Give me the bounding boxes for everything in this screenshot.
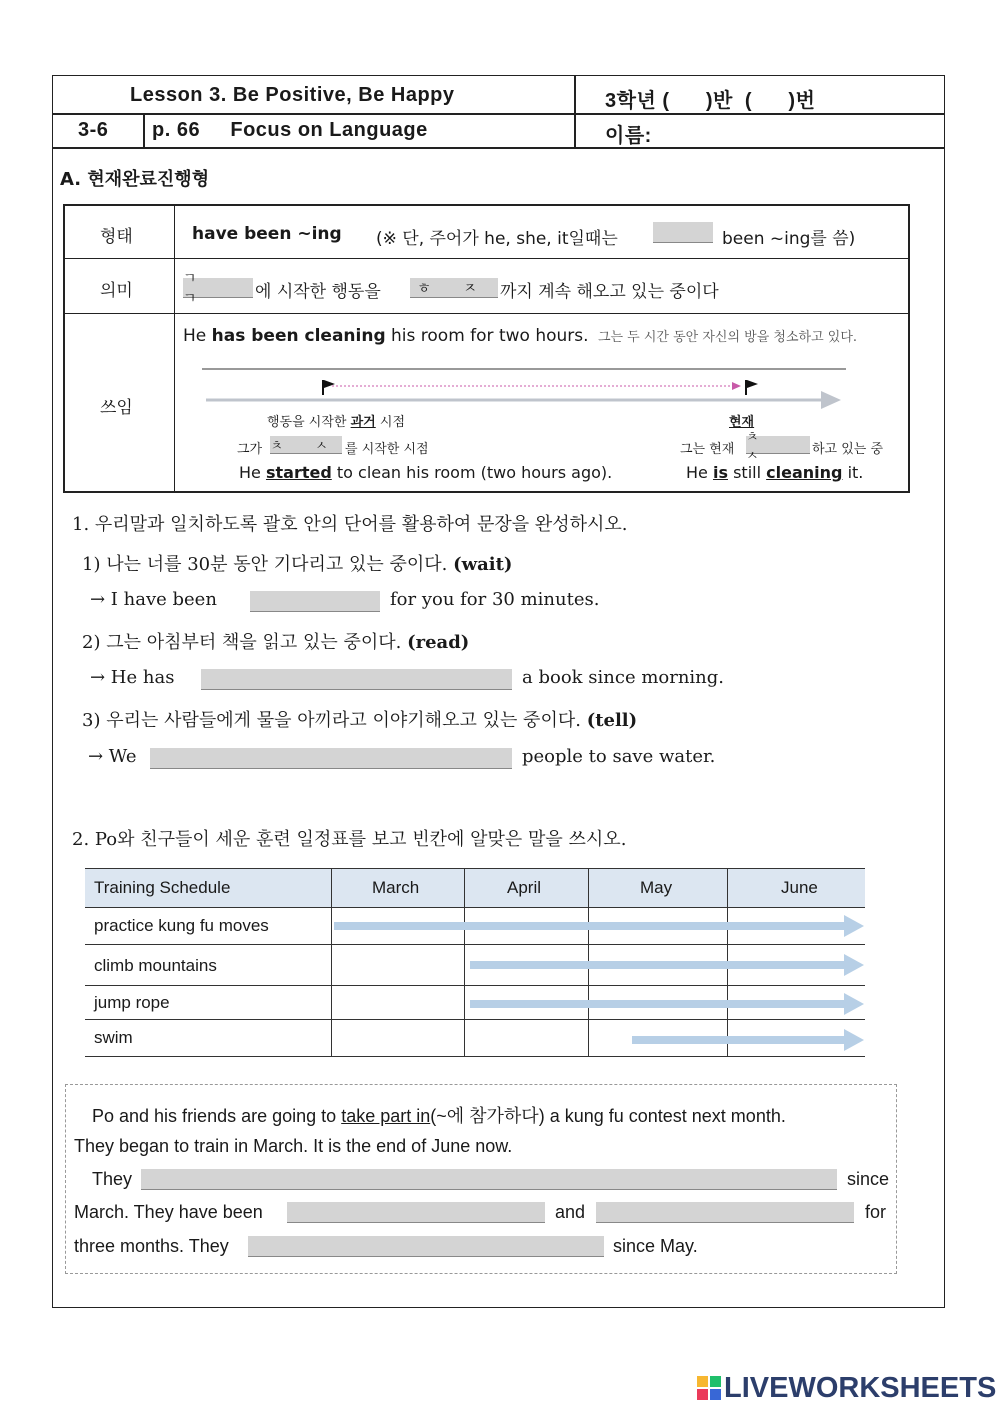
usage-sent-korean: 그는 두 시간 동안 자신의 방을 청소하고 있다. — [597, 330, 858, 345]
page-focus: p. 66 Focus on Language — [152, 119, 428, 141]
schedule-bar-jump — [470, 1000, 844, 1008]
passage-l4-pre: March. They have been — [74, 1202, 263, 1222]
passage-blank-3[interactable] — [596, 1202, 854, 1223]
passage-l1-underline: take part in — [341, 1106, 431, 1126]
passage-l3-post: since — [847, 1169, 890, 1189]
q1-item3-pre: → We — [88, 746, 137, 767]
schedule-line — [85, 985, 865, 986]
passage-l5-post: since May. — [613, 1236, 698, 1256]
past-eng-post: to clean his room (two hours ago). — [336, 463, 613, 482]
usage-sentence — [183, 326, 857, 346]
q1-item2-hint: (read) — [407, 632, 470, 653]
present-label: 현재 — [729, 415, 755, 430]
passage-blank-2[interactable] — [287, 1202, 545, 1223]
q1-item1-blank[interactable] — [250, 591, 380, 612]
section-a-title: A. 현재완료진행형 — [60, 169, 210, 190]
passage-l4-post: for — [865, 1202, 887, 1222]
present-flag-icon — [746, 380, 758, 395]
q1-title: 1. 우리말과 일치하도록 괄호 안의 단어를 활용하여 문장을 완성하시오. — [72, 514, 628, 535]
meaning-post: 까지 계속 해오고 있는 중이다 — [500, 282, 719, 302]
past-eng-pre: He — [239, 463, 261, 482]
present-eng-post: it. — [847, 463, 864, 482]
passage-line1 — [92, 1102, 786, 1128]
grammar-row-line — [63, 258, 910, 259]
passage-blank-4[interactable] — [248, 1236, 604, 1257]
schedule-col — [464, 868, 465, 1056]
schedule-activity-climb: climb mountains — [94, 956, 217, 975]
schedule-line — [85, 868, 865, 869]
q1-item2-korean — [82, 628, 469, 654]
usage-sent-bold: has been cleaning — [211, 326, 386, 346]
q1-item2-pre: → He has — [90, 667, 175, 688]
passage-l4-mid: and — [555, 1202, 586, 1222]
grammar-row-line — [63, 313, 910, 314]
name-field[interactable] — [655, 118, 935, 144]
timeline-diagram — [196, 355, 856, 415]
usage-label: 쓰임 — [100, 398, 133, 418]
past-label-key: 과거 — [350, 415, 376, 430]
header-divider — [52, 113, 945, 115]
meaning-blank-present[interactable]: ㅎ ㅈ — [410, 278, 498, 298]
form-label: 형태 — [100, 227, 133, 247]
schedule-activity-kungfu: practice kung fu moves — [94, 916, 269, 935]
q1-item3-kor: 3) 우리는 사람들에게 물을 아끼라고 이야기해오고 있는 중이다. — [82, 710, 581, 731]
passage-line2: They began to train in March. It is the end of June now. — [74, 1136, 513, 1156]
past-label-pre: 행동을 시작한 — [267, 415, 347, 430]
present-sub-pre: 그는 현재 — [680, 442, 735, 457]
q1-item1-hint: (wait) — [453, 554, 513, 575]
q1-item3-blank[interactable] — [150, 748, 512, 769]
timeline-axis-arrowhead — [821, 391, 841, 409]
past-sub-blank[interactable]: ㅊ ㅅ — [270, 436, 342, 454]
schedule-header-april: April — [507, 878, 542, 897]
present-eng-mid: still — [733, 463, 762, 482]
past-english — [239, 463, 612, 482]
meaning-label: 의미 — [100, 281, 133, 301]
past-point-label — [267, 411, 405, 430]
unit-number: 3-6 — [78, 119, 109, 141]
usage-sent-pre: He — [183, 326, 207, 346]
grammar-col-line — [174, 204, 175, 493]
present-eng-key1: is — [712, 463, 728, 482]
past-sub-pre: 그가 — [237, 442, 263, 457]
schedule-header-march: March — [372, 878, 420, 897]
past-flag-icon — [323, 380, 335, 395]
passage-l3-pre: They — [92, 1169, 133, 1189]
schedule-header-june: June — [781, 878, 818, 897]
present-english — [686, 463, 863, 482]
lesson-title: Lesson 3. Be Positive, Be Happy — [130, 84, 455, 106]
passage-l1-post: (~에 참가하다) a kung fu contest next month. — [430, 1106, 786, 1126]
q1-item2-kor: 2) 그는 아침부터 책을 읽고 있는 중이다. — [82, 632, 402, 653]
q1-item3-korean — [82, 706, 637, 732]
passage-l1-pre: Po and his friends are going to — [92, 1106, 337, 1126]
q1-item3-post: people to save water. — [522, 746, 716, 767]
schedule-line — [85, 944, 865, 945]
q1-item2-post: a book since morning. — [522, 667, 725, 688]
passage-blank-1[interactable] — [141, 1169, 837, 1190]
schedule-col — [331, 868, 332, 1056]
schedule-header-may: May — [640, 878, 673, 897]
present-eng-pre: He — [686, 463, 708, 482]
schedule-line — [85, 1056, 865, 1057]
q1-item2-blank[interactable] — [201, 669, 512, 690]
liveworksheets-logo-icon — [697, 1376, 721, 1400]
name-label: 이름: — [605, 125, 652, 147]
q1-item1-post: for you for 30 minutes. — [390, 589, 600, 610]
liveworksheets-brand: LIVEWORKSHEETS — [724, 1372, 997, 1404]
q1-item1-korean — [82, 550, 512, 576]
header-col-divider — [574, 75, 576, 147]
present-sub-blank[interactable]: ㅊ ㅅ — [746, 436, 810, 454]
schedule-activity-jump: jump rope — [94, 993, 170, 1012]
schedule-bar-swim — [632, 1036, 844, 1044]
form-blank[interactable] — [653, 222, 713, 243]
form-note-post: been ~ing를 씀) — [722, 229, 856, 249]
schedule-line — [85, 1019, 865, 1020]
passage-l5-pre: three months. They — [74, 1236, 229, 1256]
q1-item1-pre: → I have been — [90, 589, 217, 610]
usage-sent-post: his room for two hours. — [391, 326, 589, 346]
form-main: have been ~ing — [192, 224, 342, 244]
meaning-mid: 에 시작한 행동을 — [255, 282, 381, 302]
grade-class-number: 3학년 ( )반 ( )번 — [605, 90, 816, 112]
timeline-duration-arrowhead — [732, 382, 741, 390]
header-bottom-divider — [52, 147, 945, 149]
q2-title: 2. Po와 친구들이 세운 훈련 일정표를 보고 빈칸에 알맞은 말을 쓰시오. — [72, 829, 627, 850]
past-label-post: 시점 — [379, 415, 406, 430]
meaning-blank-past[interactable]: ㄱ ㄱ — [183, 278, 253, 298]
q1-item1-kor: 1) 나는 너를 30분 동안 기다리고 있는 중이다. — [82, 554, 448, 575]
schedule-activity-swim: swim — [94, 1028, 133, 1047]
form-note-pre: (※ 단, 주어가 he, she, it일때는 — [376, 229, 618, 249]
q1-item3-hint: (tell) — [586, 710, 638, 731]
present-sub-post: 하고 있는 중 — [812, 442, 884, 457]
schedule-line — [85, 907, 865, 908]
schedule-bar-kungfu — [334, 922, 844, 930]
past-sub-post: 를 시작한 시점 — [345, 442, 429, 457]
present-eng-key2: cleaning — [766, 463, 843, 482]
schedule-header-activity: Training Schedule — [94, 878, 231, 897]
schedule-bar-climb — [470, 961, 844, 969]
past-eng-key: started — [265, 463, 332, 482]
header-unit-divider — [143, 113, 145, 147]
